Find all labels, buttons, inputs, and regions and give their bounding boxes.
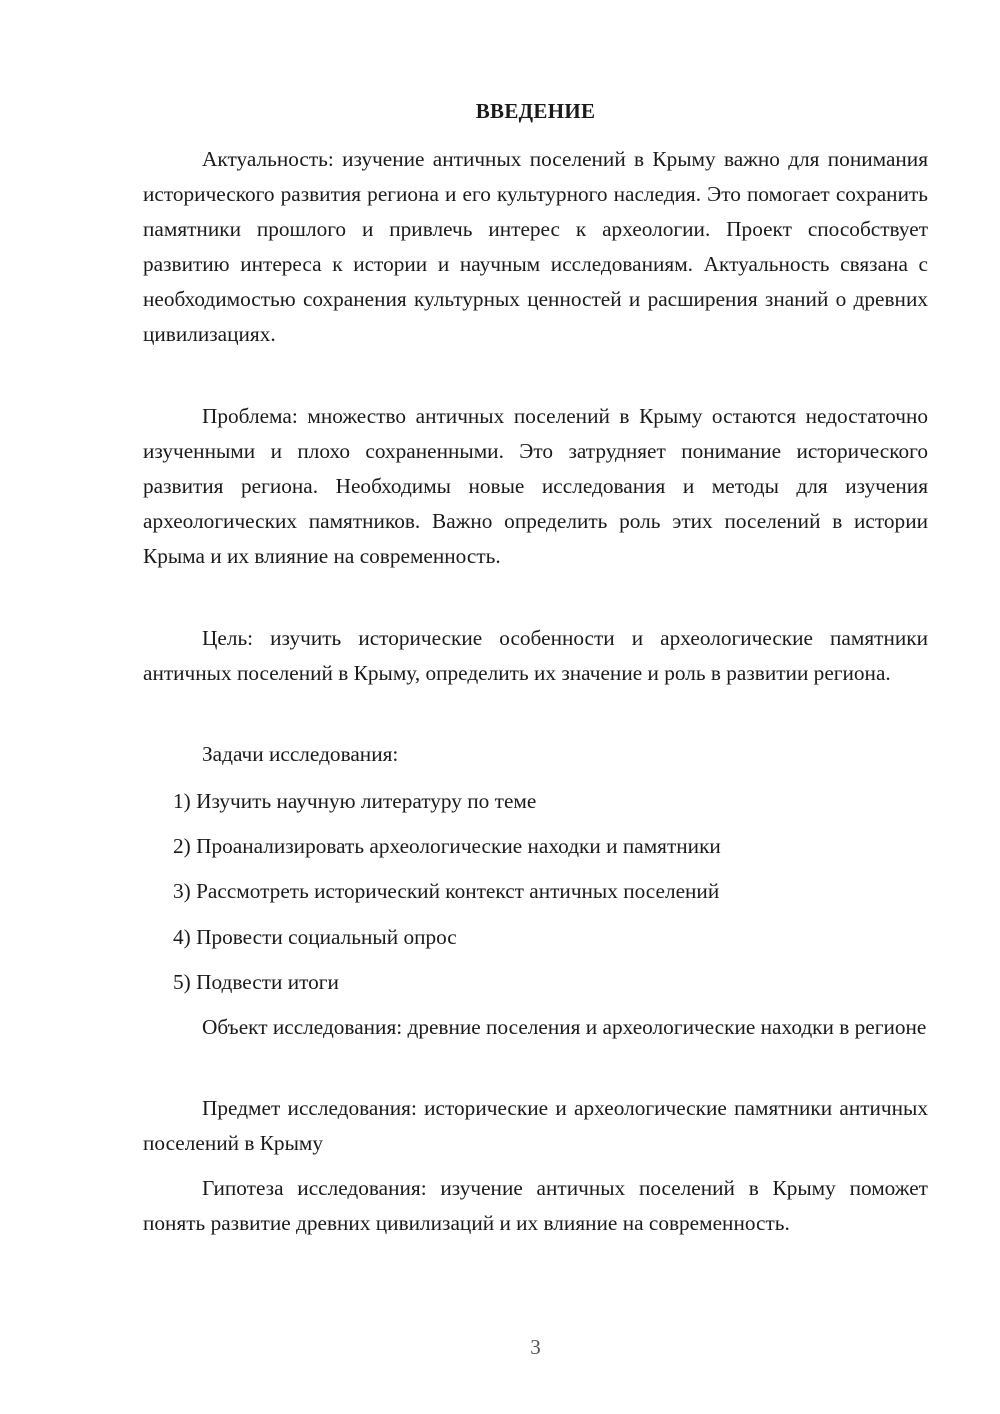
hypothesis-paragraph: Гипотеза исследования: изучение античных поселений в Крыму поможет понять развитие древних цивилизаций и их влияние на современность. [143, 1176, 928, 1235]
document-page [143, 0, 928, 1414]
list-item: 4) Провести социальный опрос [173, 925, 457, 949]
tasks-heading: Задачи исследования: [202, 742, 399, 766]
object-paragraph: Объект исследования: древние поселения и археологические находки в регионе [202, 1015, 927, 1039]
list-item: 1) Изучить научную литературу по теме [173, 789, 537, 813]
goal-paragraph: Цель: изучить исторические особенности и археологические памятники античных поселений в Крыму, определить их значение и роль в развитии региона. [143, 626, 928, 685]
relevance-paragraph: Актуальность: изучение античных поселений в Крыму важно для понимания исторического развития региона и его культурного наследия. Это помогает сохранить памятники прошлого и привлечь интерес к археологии. Проект способствует развитию интереса к истории и научным исследованиям. Актуальность связана с необходимостью сохранения культурных ценностей и расширения знаний о древних цивилизациях. [143, 147, 928, 346]
page-title: ВВЕДЕНИЕ [475, 99, 596, 123]
list-item: 5) Подвести итоги [173, 970, 339, 994]
list-item: 3) Рассмотреть исторический контекст античных поселений [173, 879, 720, 903]
page-number: 3 [530, 1335, 541, 1359]
subject-paragraph: Предмет исследования: исторические и археологические памятники античных поселений в Крыму [143, 1096, 928, 1155]
list-item: 2) Проанализировать археологические находки и памятники [173, 834, 721, 858]
problem-paragraph: Проблема: множество античных поселений в Крыму остаются недостаточно изученными и плохо сохраненными. Это затрудняет понимание исторического развития региона. Необходимы новые исследования и методы для изучения археологических памятников. Важно определить роль этих поселений в истории Крыма и их влияние на современность. [143, 404, 928, 568]
